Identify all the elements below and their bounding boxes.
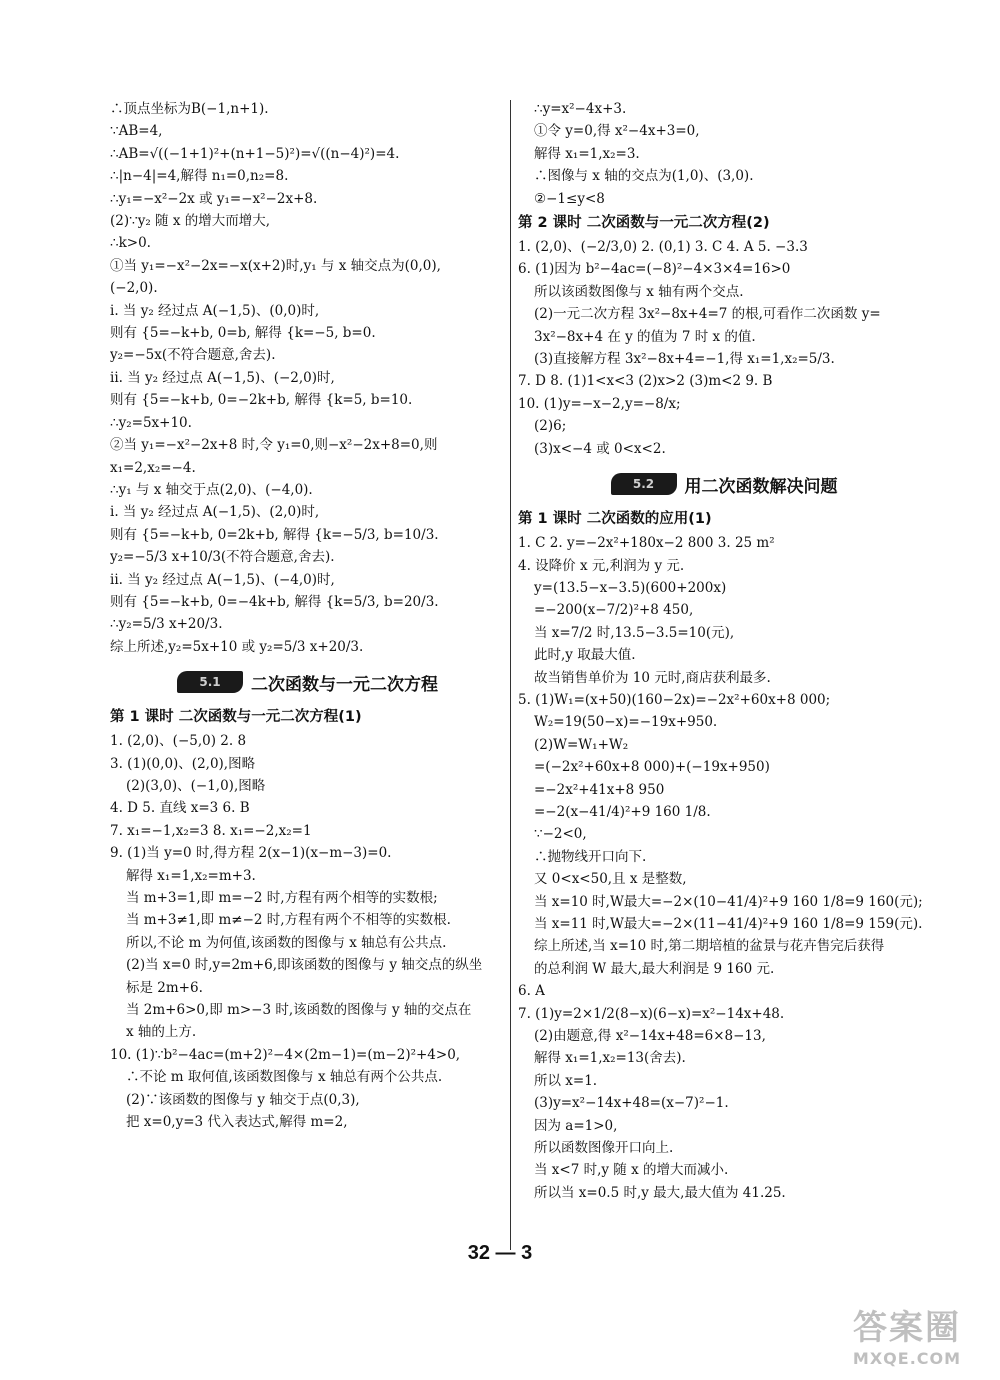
answer-line: 综上所述,当 x=10 时,第二期培植的盆景与花卉售完后获得 (534, 938, 885, 955)
answer-line: 综上所述,y₂=5x+10 或 y₂=5/3 x+20/3. (110, 638, 364, 655)
answer-line: 解得 x₁=1,x₂=3. (534, 145, 640, 162)
answer-line: ∴顶点坐标为B(−1,n+1). (110, 101, 269, 117)
answer-line: 当 x=10 时,W最大=−2×(10−41/4)²+9 160 1/8=9 160(元); (534, 893, 923, 910)
answer-line: ∴不论 m 取何值,该函数图像与 x 轴总有两个公共点. (126, 1069, 443, 1086)
section-number-badge: 5.1 (177, 671, 243, 693)
watermark-logo: 答案圈 (853, 1308, 961, 1348)
section-title: 用二次函数解决问题 (684, 476, 838, 497)
answer-line: 7. x₁=−1,x₂=3 8. x₁=−2,x₂=1 (110, 822, 312, 839)
answer-line: (2)一元二次方程 3x²−8x+4=7 的根,可看作二次函数 y= (534, 306, 881, 323)
answer-line: 3x²−8x+4 在 y 的值为 7 时 x 的值. (534, 328, 756, 345)
answer-line: (2)由题意,得 x²−14x+48=6×8−13, (534, 1028, 766, 1045)
answer-line: i. 当 y₂ 经过点 A(−1,5)、(2,0)时, (110, 504, 320, 521)
answer-line: ∴|n−4|=4,解得 n₁=0,n₂=8. (110, 168, 289, 185)
answer-line: ∴y₂=5x+10. (110, 414, 192, 431)
answer-line: y₂=−5/3 x+10/3(不符合题意,舍去). (110, 549, 335, 566)
answer-line: =(−2x²+60x+8 000)+(−19x+950) (534, 759, 770, 776)
answer-line: (2)(3,0)、(−1,0),图略 (126, 777, 266, 794)
answer-line: ①令 y=0,得 x²−4x+3=0, (534, 123, 700, 140)
section-number-badge: 5.2 (611, 473, 677, 495)
answer-line: 当 m+3=1,即 m=−2 时,方程有两个相等的实数根; (126, 890, 438, 906)
watermark-url: MXQE.COM (852, 1349, 962, 1368)
answer-line: (2)∵y₂ 随 x 的增大而增大, (110, 213, 271, 230)
lesson-heading: 第 1 课时 二次函数的应用(1) (518, 511, 712, 528)
lesson-heading: 第 1 课时 二次函数与一元二次方程(1) (110, 709, 362, 726)
answer-line: 的总利润 W 最大,最大利润是 9 160 元. (534, 960, 775, 977)
answer-line: 7. (1)y=2×1/2(8−x)(6−x)=x²−14x+48. (518, 1005, 785, 1022)
answer-line: (−2,0). (110, 280, 158, 297)
answer-line: =−2x²+41x+8 950 (534, 781, 665, 798)
answer-line: 此时,y 取最大值. (534, 647, 636, 664)
answer-line: ∴抛物线开口向下. (534, 848, 647, 865)
answer-line: 当 x=7/2 时,13.5−3.5=10(元), (534, 624, 735, 641)
answer-line: 故当销售单价为 10 元时,商店获利最多. (534, 669, 771, 686)
answer-line: 所以函数图像开口向上. (534, 1140, 674, 1157)
answer-line: 又 0<x<50,且 x 是整数, (534, 871, 687, 888)
section-header (518, 464, 930, 504)
answer-line: 则有 {5=−k+b, 0=−4k+b, 解得 {k=5/3, b=20/3. (110, 593, 439, 610)
answer-line: ②−1≤y<8 (534, 190, 605, 207)
answer-line: 3. (1)(0,0)、(2,0),图略 (110, 755, 256, 772)
answer-line: 把 x=0,y=3 代入表达式,解得 m=2, (126, 1114, 348, 1131)
answer-line: ∴y₁=−x²−2x 或 y₁=−x²−2x+8. (110, 190, 318, 207)
answer-line: ∴k>0. (110, 235, 151, 252)
answer-line: W₂=19(50−x)=−19x+950. (534, 714, 718, 731)
watermark (832, 1300, 982, 1368)
answer-line: 6. A (518, 983, 545, 1000)
right-column (518, 98, 930, 1204)
answer-line: 1. C 2. y=−2x²+180x−2 800 3. 25 m² (518, 535, 775, 552)
answer-line: 当 2m+6>0,即 m>−3 时,该函数的图像与 y 轴的交点在 (126, 1002, 472, 1019)
answer-line: 1. (2,0)、(−2/3,0) 2. (0,1) 3. C 4. A 5. −3.3 (518, 239, 808, 256)
answer-line: ∴y=x²−4x+3. (534, 101, 627, 117)
answer-line: 解得 x₁=1,x₂=13(舍去). (534, 1050, 686, 1067)
answer-line: 则有 {5=−k+b, 0=−2k+b, 解得 {k=5, b=10. (110, 392, 413, 409)
answer-line: =−200(x−7/2)²+8 450, (534, 602, 694, 619)
answer-line: i. 当 y₂ 经过点 A(−1,5)、(0,0)时, (110, 302, 320, 319)
answer-line: 所以 x=1. (534, 1072, 598, 1089)
answer-line: =−2(x−41/4)²+9 160 1/8. (534, 803, 711, 820)
answer-line: 解得 x₁=1,x₂=m+3. (126, 867, 256, 884)
answer-line: (2)当 x=0 时,y=2m+6,即该函数的图像与 y 轴交点的纵坐 (126, 957, 483, 974)
answer-line: y=(13.5−x−3.5)(600+200x) (534, 579, 727, 596)
answer-line: ∴图像与 x 轴的交点为(1,0)、(3,0). (534, 168, 754, 185)
answer-line: 6. (1)因为 b²−4ac=(−8)²−4×3×4=16>0 (518, 261, 791, 278)
answer-line: 所以当 x=0.5 时,y 最大,最大值为 41.25. (534, 1184, 786, 1201)
answer-line: 10. (1)∵b²−4ac=(m+2)²−4×(2m−1)=(m−2)²+4>0, (110, 1046, 461, 1063)
answer-line: 1. (2,0)、(−5,0) 2. 8 (110, 733, 247, 750)
answer-line: 所以该函数图像与 x 轴有两个交点. (534, 283, 744, 300)
answer-line: (3)直接解方程 3x²−8x+4=−1,得 x₁=1,x₂=5/3. (534, 351, 835, 368)
answer-line: 当 m+3≠1,即 m≠−2 时,方程有两个不相等的实数根. (126, 912, 451, 929)
lesson-heading: 第 2 课时 二次函数与一元二次方程(2) (518, 215, 770, 232)
section-header (110, 662, 505, 702)
section-title: 二次函数与一元二次方程 (251, 674, 438, 695)
answer-line: ②当 y₁=−x²−2x+8 时,令 y₁=0,则−x²−2x+8=0,则 (110, 437, 438, 454)
answer-line: ∴AB=√((−1+1)²+(n+1−5)²)=√((n−4)²)=4. (110, 145, 400, 162)
answer-line: x 轴的上方. (126, 1024, 197, 1041)
answer-line: 当 x<7 时,y 随 x 的增大而减小. (534, 1162, 729, 1179)
answer-line: ①当 y₁=−x²−2x=−x(x+2)时,y₁ 与 x 轴交点为(0,0), (110, 257, 441, 274)
answer-line: 则有 {5=−k+b, 0=2k+b, 解得 {k=−5/3, b=10/3. (110, 526, 439, 543)
left-column (110, 98, 505, 1133)
answer-line: 4. D 5. 直线 x=3 6. B (110, 800, 250, 817)
answer-line: 9. (1)当 y=0 时,得方程 2(x−1)(x−m−3)=0. (110, 845, 392, 862)
answer-line: 4. 设降价 x 元,利润为 y 元. (518, 557, 685, 574)
answer-line: y₂=−5x(不符合题意,舍去). (110, 347, 276, 364)
answer-line: 标是 2m+6. (126, 979, 203, 996)
answer-line: ∴y₂=5/3 x+20/3. (110, 616, 223, 633)
answer-line: ∴y₁ 与 x 轴交于点(2,0)、(−4,0). (110, 481, 313, 498)
answer-line: ∵−2<0, (534, 826, 587, 843)
answer-line: 当 x=11 时,W最大=−2×(11−41/4)²+9 160 1/8=9 159(元). (534, 916, 923, 932)
answer-line: (2)∵该函数的图像与 y 轴交于点(0,3), (126, 1091, 360, 1108)
answer-line: 因为 a=1>0, (534, 1117, 618, 1134)
answer-line: 则有 {5=−k+b, 0=b, 解得 {k=−5, b=0. (110, 325, 376, 342)
answer-line: 5. (1)W₁=(x+50)(160−2x)=−2x²+60x+8 000; (518, 691, 831, 708)
answer-line: (3)x<−4 或 0<x<2. (534, 440, 666, 457)
answer-line: ii. 当 y₂ 经过点 A(−1,5)、(−4,0)时, (110, 571, 335, 588)
column-divider (510, 100, 511, 1250)
answer-line: 7. D 8. (1)1<x<3 (2)x>2 (3)m<2 9. B (518, 373, 773, 390)
answer-line: (2)6; (534, 418, 567, 435)
answer-line: x₁=2,x₂=−4. (110, 459, 196, 476)
answer-line: 所以,不论 m 为何值,该函数的图像与 x 轴总有公共点. (126, 934, 447, 951)
answer-line: (3)y=x²−14x+48=(x−7)²−1. (534, 1095, 729, 1112)
answer-line: (2)W=W₁+W₂ (534, 736, 629, 753)
answer-line: ∵AB=4, (110, 123, 163, 140)
page-number: 32 — 3 (467, 1242, 533, 1264)
answer-line: ii. 当 y₂ 经过点 A(−1,5)、(−2,0)时, (110, 369, 335, 386)
answer-line: 10. (1)y=−x−2,y=−8/x; (518, 395, 681, 412)
